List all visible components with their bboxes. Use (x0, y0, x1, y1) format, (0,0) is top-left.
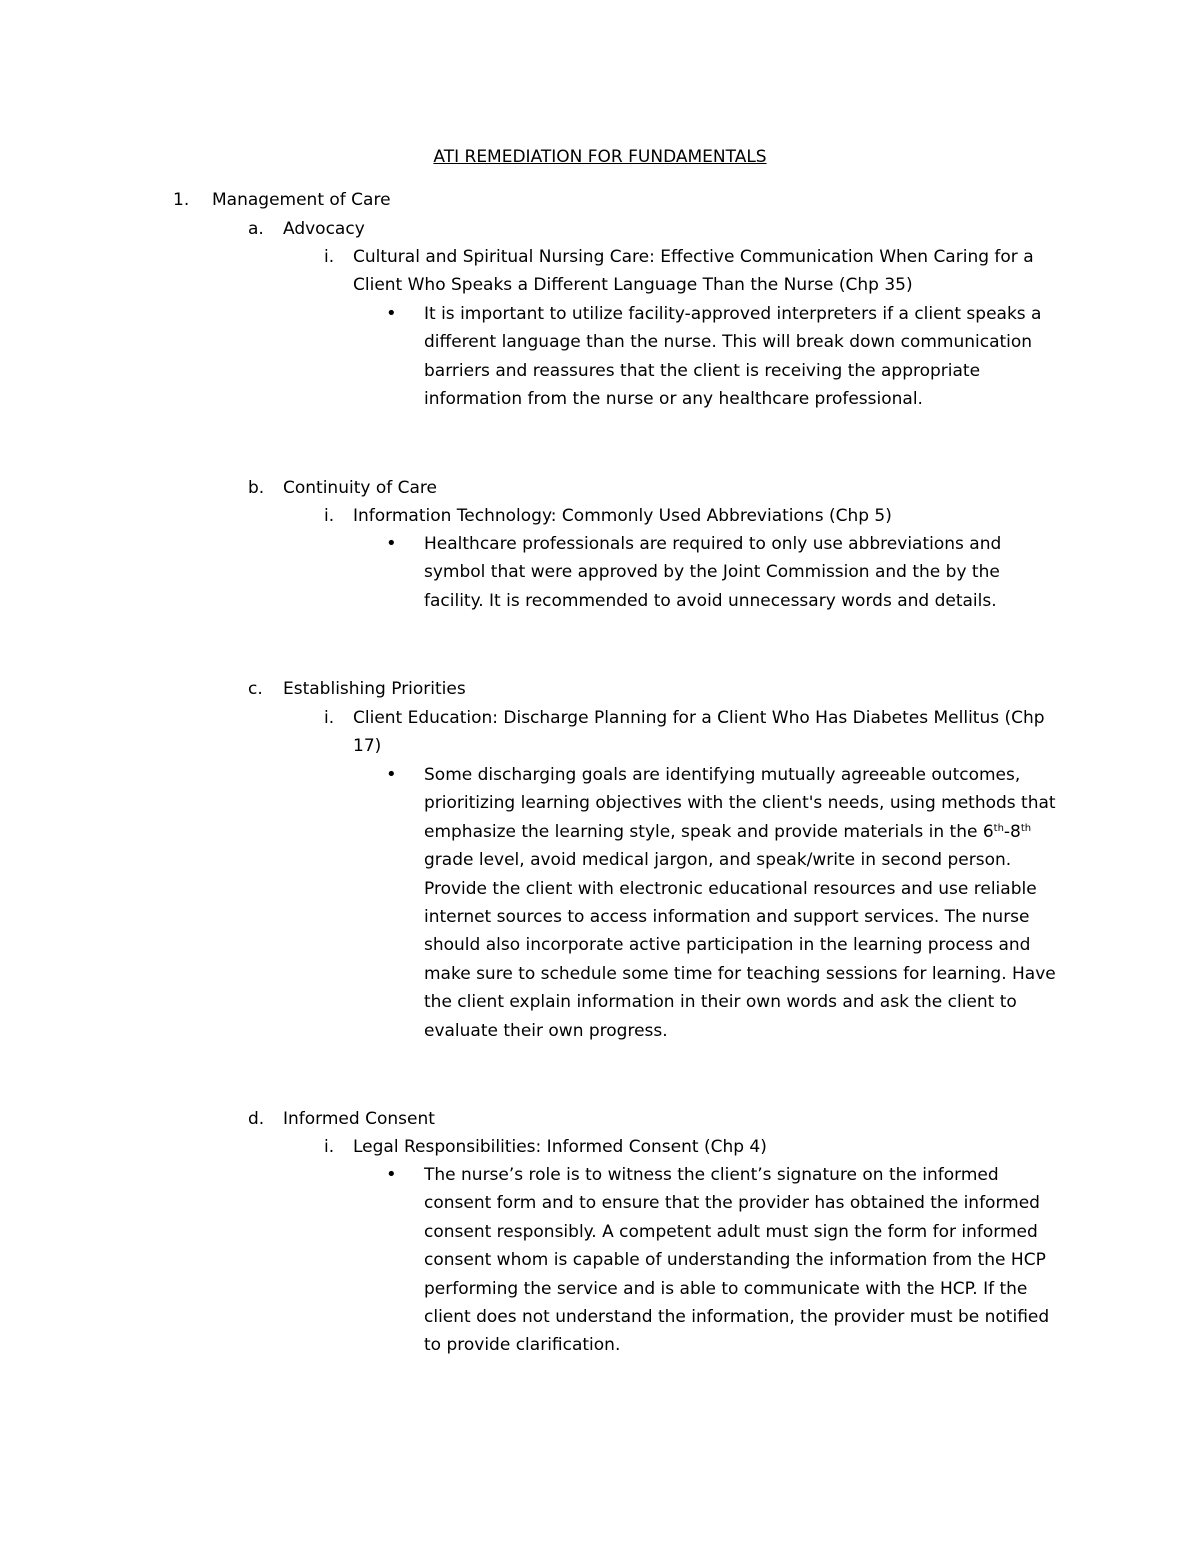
bullet-icon: • (386, 764, 397, 785)
subsection-letter-c: c. (248, 679, 263, 699)
topic-title: Cultural and Spiritual Nursing Care: Effective Communication When Caring for a Client Who Speaks a Different Language Than the Nurse (Chp 35) (353, 247, 1034, 296)
subsection-heading-informed-consent: Informed Consent (283, 1109, 435, 1129)
bullet-text: It is important to utilize facility-approved interpreters if a client speaks a different language than the nurse. This will break down communication barriers and reassures that the client is receiving the appropriate information from the nurse or any healthcare professional. (424, 304, 1042, 410)
bullet-text: The nurse’s role is to witness the client’s signature on the informed consent form and to ensure that the provider has obtained the informed consent responsibly. A competent adult must sign the form for informed consent whom is capable of understanding the information from the HCP performing the service and is able to communicate with the HCP. If the client does not understand the information, the provider must be notified to provide clarification. (424, 1165, 1050, 1356)
topic-title: Legal Responsibilities: Informed Consent (Chp 4) (353, 1137, 767, 1157)
document-title: ATI REMEDIATION FOR FUNDAMENTALS (433, 147, 767, 167)
subsection-letter-d: d. (248, 1109, 265, 1129)
bullet-text: Some discharging goals are identifying mutually agreeable outcomes, prioritizing learning objectives with the client's needs, using methods that emphasize the learning style, speak and provide materials in the 6th-8th grade level, avoid medical jargon, and speak/write in second person. Provide the client with electronic educational resources and use reliable internet sources to access information and support services. The nurse should also incorporate active participation in the learning process and make sure to schedule some time for teaching sessions for learning. Have the client explain information in their own words and ask the client to evaluate their own progress. (424, 765, 1056, 1041)
bullet-text: Healthcare professionals are required to only use abbreviations and symbol that were approved by the Joint Commission and the by the facility. It is recommended to avoid unnecessary words and details. (424, 534, 1002, 611)
subsection-letter-a: a. (248, 219, 264, 239)
bullet-icon: • (386, 303, 397, 324)
topic-title: Information Technology: Commonly Used Abbreviations (Chp 5) (353, 506, 892, 526)
topic-numeral: i. (324, 506, 335, 526)
subsection-letter-b: b. (248, 478, 265, 498)
topic-title: Client Education: Discharge Planning for a Client Who Has Diabetes Mellitus (Chp 17) (353, 708, 1045, 757)
subsection-heading-priorities: Establishing Priorities (283, 679, 466, 699)
topic-numeral: i. (324, 1137, 335, 1157)
subsection-heading-advocacy: Advocacy (283, 219, 365, 239)
section-number: 1. (173, 190, 190, 210)
bullet-icon: • (386, 533, 397, 554)
section-heading: Management of Care (212, 190, 391, 210)
topic-numeral: i. (324, 247, 335, 267)
bullet-icon: • (386, 1164, 397, 1185)
subsection-heading-continuity: Continuity of Care (283, 478, 437, 498)
topic-numeral: i. (324, 708, 335, 728)
